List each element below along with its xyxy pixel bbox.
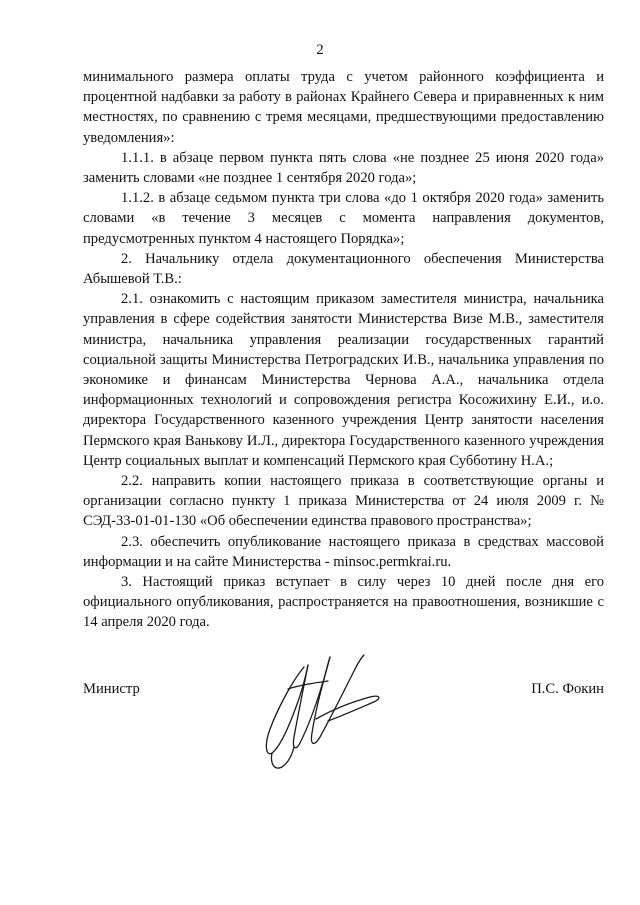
paragraph-2: 2. Начальнику отдела документационного обеспечения Министерства Абышевой Т.В.: [83, 250, 604, 288]
document-body [83, 67, 604, 633]
paragraph-3: 3. Настоящий приказ вступает в силу через 10 дней после дня его официального опубликования, распространяется на правоотношения, возникшие с 14 апреля 2020 года. [83, 574, 604, 631]
handwritten-signature [258, 645, 388, 780]
paragraph-2-1: 2.1. ознакомить с настоящим приказом заместителя министра, начальника управления в сфере содействия занятости Министерства Визе М.В., заместителя министра, начальника управления реализации государственных гарантий социальной защиты Министерства Петроградских И.В., начальника управления по экономике и финансам Министерства Чернова А.А., начальника отдела информационных технологий и сопровождения регистра Косожихину Е.И., и.о. директора Государственного казенного учреждения Центр занятости населения Пермского края Ванькову И.Л., директора Государственного казенного учреждения Центр социальных выплат и компенсаций Пермского края Субботину Н.А.; [83, 291, 604, 469]
paragraph-2-3: 2.3. обеспечить опубликование настоящего приказа в средствах массовой информации и на сайте Министерства - minsoc.permkrai.ru. [83, 533, 604, 570]
paragraph-1-1-2: 1.1.2. в абзаце седьмом пункта три слова «до 1 октября 2020 года» заменить словами «в течение 3 месяцев с момента направления документов, предусмотренных пунктом 4 настоящего Порядка»; [83, 190, 604, 247]
signatory-name: П.С. Фокин [531, 681, 604, 697]
signatory-role: Министр [83, 681, 140, 697]
paragraph-2-2: 2.2. направить копии настоящего приказа в соответствующие органы и организации согласно пункту 1 приказа Министерства от 24 июля 2009 г. № СЭД-33-01-01-130 «Об обеспечении единства правового пространства»; [83, 473, 604, 530]
paragraph-1-1-1: 1.1.1. в абзаце первом пункта пять слова «не позднее 25 июня 2020 года» заменить словами «не позднее 1 сентября 2020 года»; [83, 149, 604, 187]
paragraph-continuation: минимального размера оплаты труда с учетом районного коэффициента и процентной надбавки за работу в районах Крайнего Севера и приравненных к ним местностях, по сравнению с тремя месяцами, предшествующими предоставлению уведомления»: [83, 69, 604, 146]
page-number: 2 [316, 42, 324, 58]
